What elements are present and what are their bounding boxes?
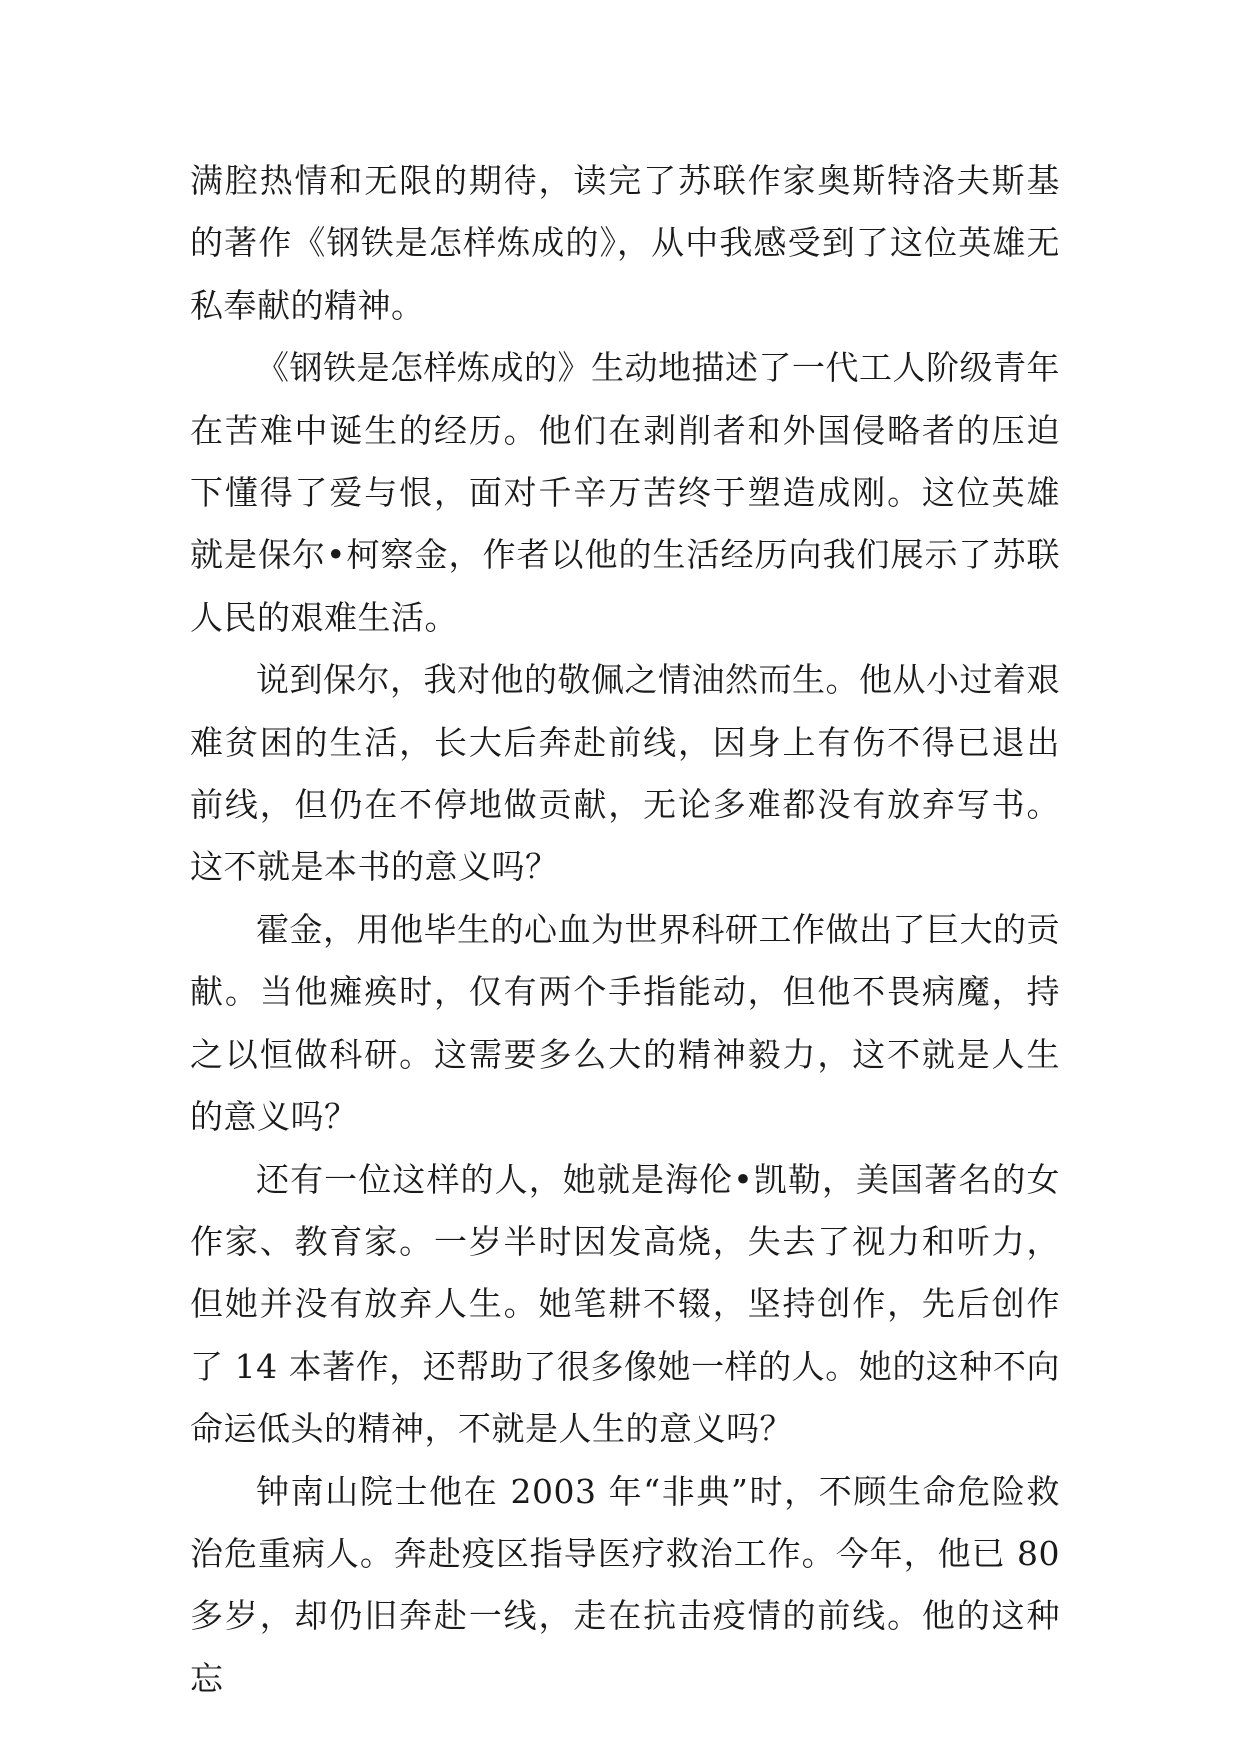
paragraph-paul: 说到保尔，我对他的敬佩之情油然而生。他从小过着艰难贫困的生活，长大后奔赴前线，因身上有伤不得已退出前线，但仍在不停地做贡献，无论多难都没有放弃写书。这不就是本书的意义吗？ xyxy=(190,660,1060,887)
paragraph-continuation: 满腔热情和无限的期待，读完了苏联作家奥斯特洛夫斯基的著作《钢铁是怎样炼成的》，从中我感受到了这位英雄无私奉献的精神。 xyxy=(190,161,1060,325)
paragraph-book-summary: 《钢铁是怎样炼成的》生动地描述了一代工人阶级青年在苦难中诞生的经历。他们在剥削者和外国侵略者的压迫下懂得了爱与恨，面对千辛万苦终于塑造成刚。这位英雄就是保尔•柯察金，作者以他的生活经历向我们展示了苏联人民的艰难生活。 xyxy=(190,348,1060,637)
paragraph-hawking: 霍金，用他毕生的心血为世界科研工作做出了巨大的贡献。当他瘫痪时，仅有两个手指能动，但他不畏病魔，持之以恒做科研。这需要多么大的精神毅力，这不就是人生的意义吗？ xyxy=(190,909,1060,1137)
paragraph-zhong-nanshan: 钟南山院士他在 2003 年“非典”时，不顾生命危险救治危重病人。奔赴疫区指导医疗救治工作。今年，他已 80 多岁，却仍旧奔赴一线，走在抗击疫情的前线。他的这种忘 xyxy=(190,1471,1060,1698)
paragraph-helen-keller: 还有一位这样的人，她就是海伦•凯勒，美国著名的女作家、教育家。一岁半时因发高烧，失去了视力和听力，但她并没有放弃人生。她笔耕不辍，坚持创作，先后创作了 14 本著作，还帮助了很多像她一样的人。她的这种不向命运低头的精神，不就是人生的意义吗？ xyxy=(190,1159,1060,1449)
document-body xyxy=(190,150,1060,1710)
